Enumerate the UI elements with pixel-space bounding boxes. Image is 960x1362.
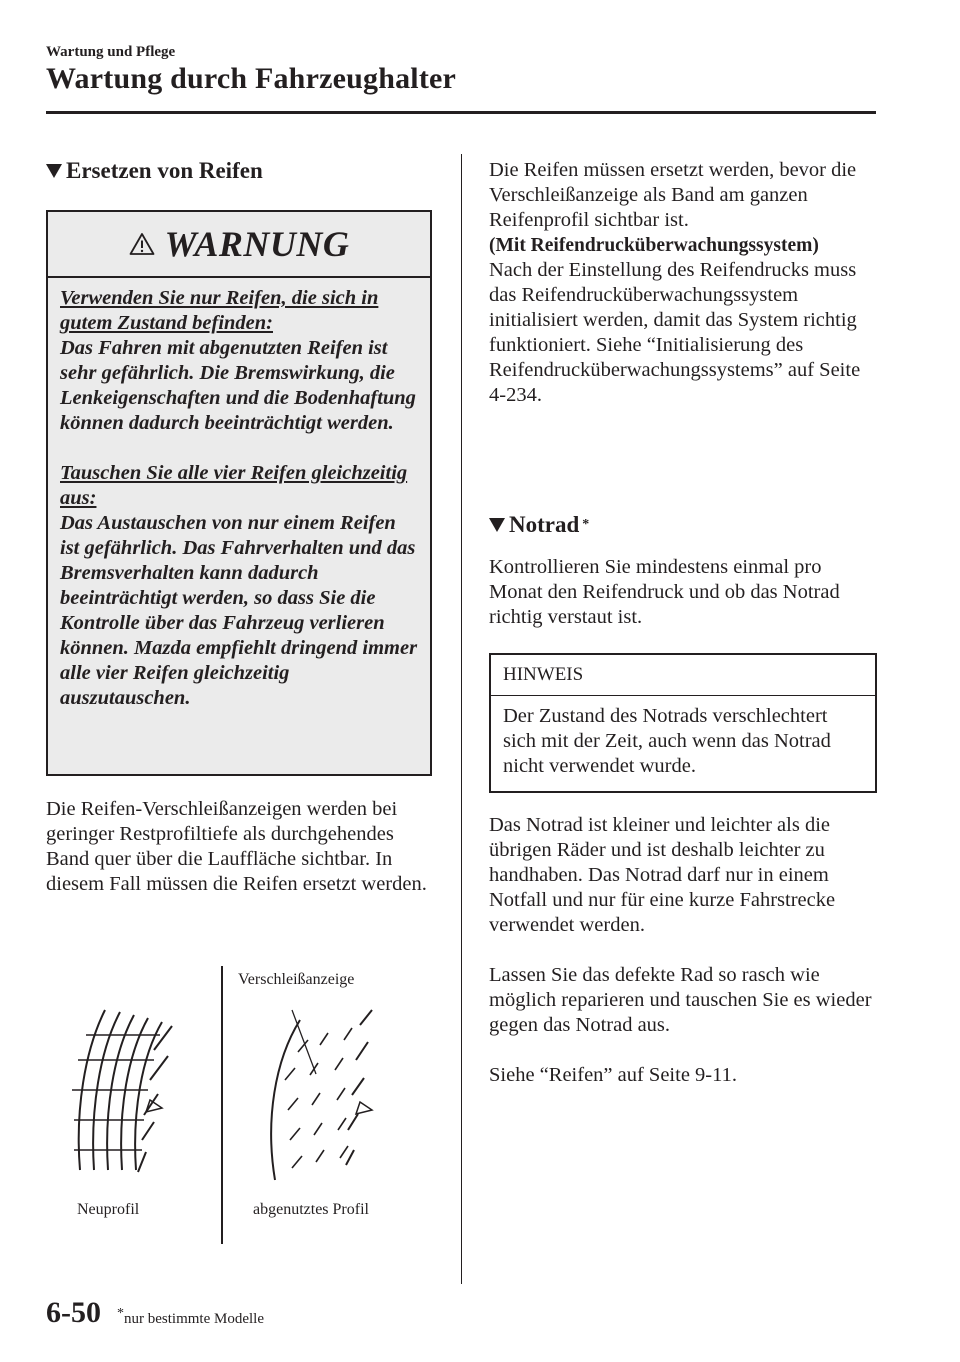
- worn-tread-icon: [271, 1010, 372, 1180]
- warning-header: [48, 212, 430, 278]
- spare-usage-text: Das Notrad ist kleiner und leichter als die übrigen Räder und ist deshalb leichter zu handhaben. Das Notrad darf nur in einem Notfall und nur für eine kurze Fahrstrecke verwendet werden.: [489, 814, 836, 936]
- triangle-bullet-icon: [46, 164, 62, 178]
- warning-paragraph: [60, 461, 418, 711]
- tpms-text: Nach der Einstellung des Reifendrucks muss das Reifendrucküberwachungssystem initialisiert werden, damit das System richtig funktioniert. Siehe “Initialisierung des Reifendrucküberwachungssystems” auf Seite 4-234.: [489, 259, 861, 406]
- label-wear-indicator: Verschleißanzeige: [238, 971, 355, 988]
- label-worn-tread: abgenutztes Profil: [253, 1201, 369, 1218]
- heading-notrad: [489, 512, 589, 538]
- wear-indicator-text: Die Reifen-Verschleißanzeigen werden bei geringer Restprofiltiefe als durchgehendes Band quer über die Lauffläche sichtbar. In diesem Fall müssen die Reifen ersetzt werden.: [46, 798, 427, 895]
- warning-paragraph: [60, 286, 418, 436]
- column-divider: [461, 154, 462, 1284]
- warning-title: WARNUNG: [164, 224, 350, 264]
- warning-box: [46, 210, 432, 776]
- page-number: 6-50: [46, 1296, 101, 1329]
- spare-check-text: Kontrollieren Sie mindestens einmal pro Monat den Reifendruck und ob das Notrad richtig verstaut ist.: [489, 556, 840, 628]
- page-title: Wartung durch Fahrzeughalter: [46, 62, 457, 95]
- new-tread-icon: [72, 1010, 172, 1172]
- warning-lead: Verwenden Sie nur Reifen, die sich in gutem Zustand befinden:: [60, 287, 379, 334]
- heading-text: Ersetzen von Reifen: [66, 158, 263, 183]
- star-icon: *: [582, 517, 590, 532]
- right-column-text: [489, 158, 881, 408]
- note-text: Der Zustand des Notrads verschlechtert sich mit der Zeit, auch wenn das Notrad nicht verwendet wurde.: [503, 705, 831, 777]
- warning-lead: Tauschen Sie alle vier Reifen gleichzeitig aus:: [60, 462, 408, 509]
- warning-triangle-icon: [129, 232, 155, 256]
- warning-text: Das Austauschen von nur einem Reifen ist gefährlich. Das Fahrverhalten und das Bremsverhalten kann dadurch beeinträchtigt werden, so dass Sie die Kontrolle über das Fahrzeug verlieren können. Mazda empfiehlt dringend immer alle vier Reifen gleichzeitig auszutauschen.: [60, 512, 418, 709]
- footer-note-text: nur bestimmte Modelle: [124, 1311, 264, 1327]
- section-label: Wartung und Pflege: [46, 44, 176, 60]
- tpms-heading: (Mit Reifendrucküberwachungssystem): [489, 235, 819, 256]
- warning-text: Das Fahren mit abgenutzten Reifen ist sehr gefährlich. Die Bremswirkung, die Lenkeigenschaften und die Bodenhaftung können dadurch beeinträchtigt werden.: [60, 337, 416, 434]
- star-icon: *: [117, 1306, 124, 1321]
- footer-note: [117, 1306, 264, 1328]
- heading-text: Notrad: [509, 512, 580, 537]
- warning-body: [48, 278, 430, 711]
- repair-text: Lassen Sie das defekte Rad so rasch wie möglich reparieren und tauschen Sie es wieder gegen das Notrad aus.: [489, 964, 872, 1036]
- tread-illustration: [60, 990, 400, 1190]
- reference-text: Siehe “Reifen” auf Seite 9-11.: [489, 1064, 737, 1086]
- triangle-bullet-icon: [489, 518, 505, 532]
- replace-before-text: Die Reifen müssen ersetzt werden, bevor die Verschleißanzeige als Band am ganzen Reifenprofil sichtbar ist.: [489, 159, 857, 231]
- label-new-tread: Neuprofil: [77, 1201, 140, 1218]
- title-rule: [46, 111, 876, 114]
- note-box: [489, 653, 877, 793]
- note-title: HINWEIS: [491, 655, 875, 696]
- heading-reifen-ersetzen: [46, 158, 263, 184]
